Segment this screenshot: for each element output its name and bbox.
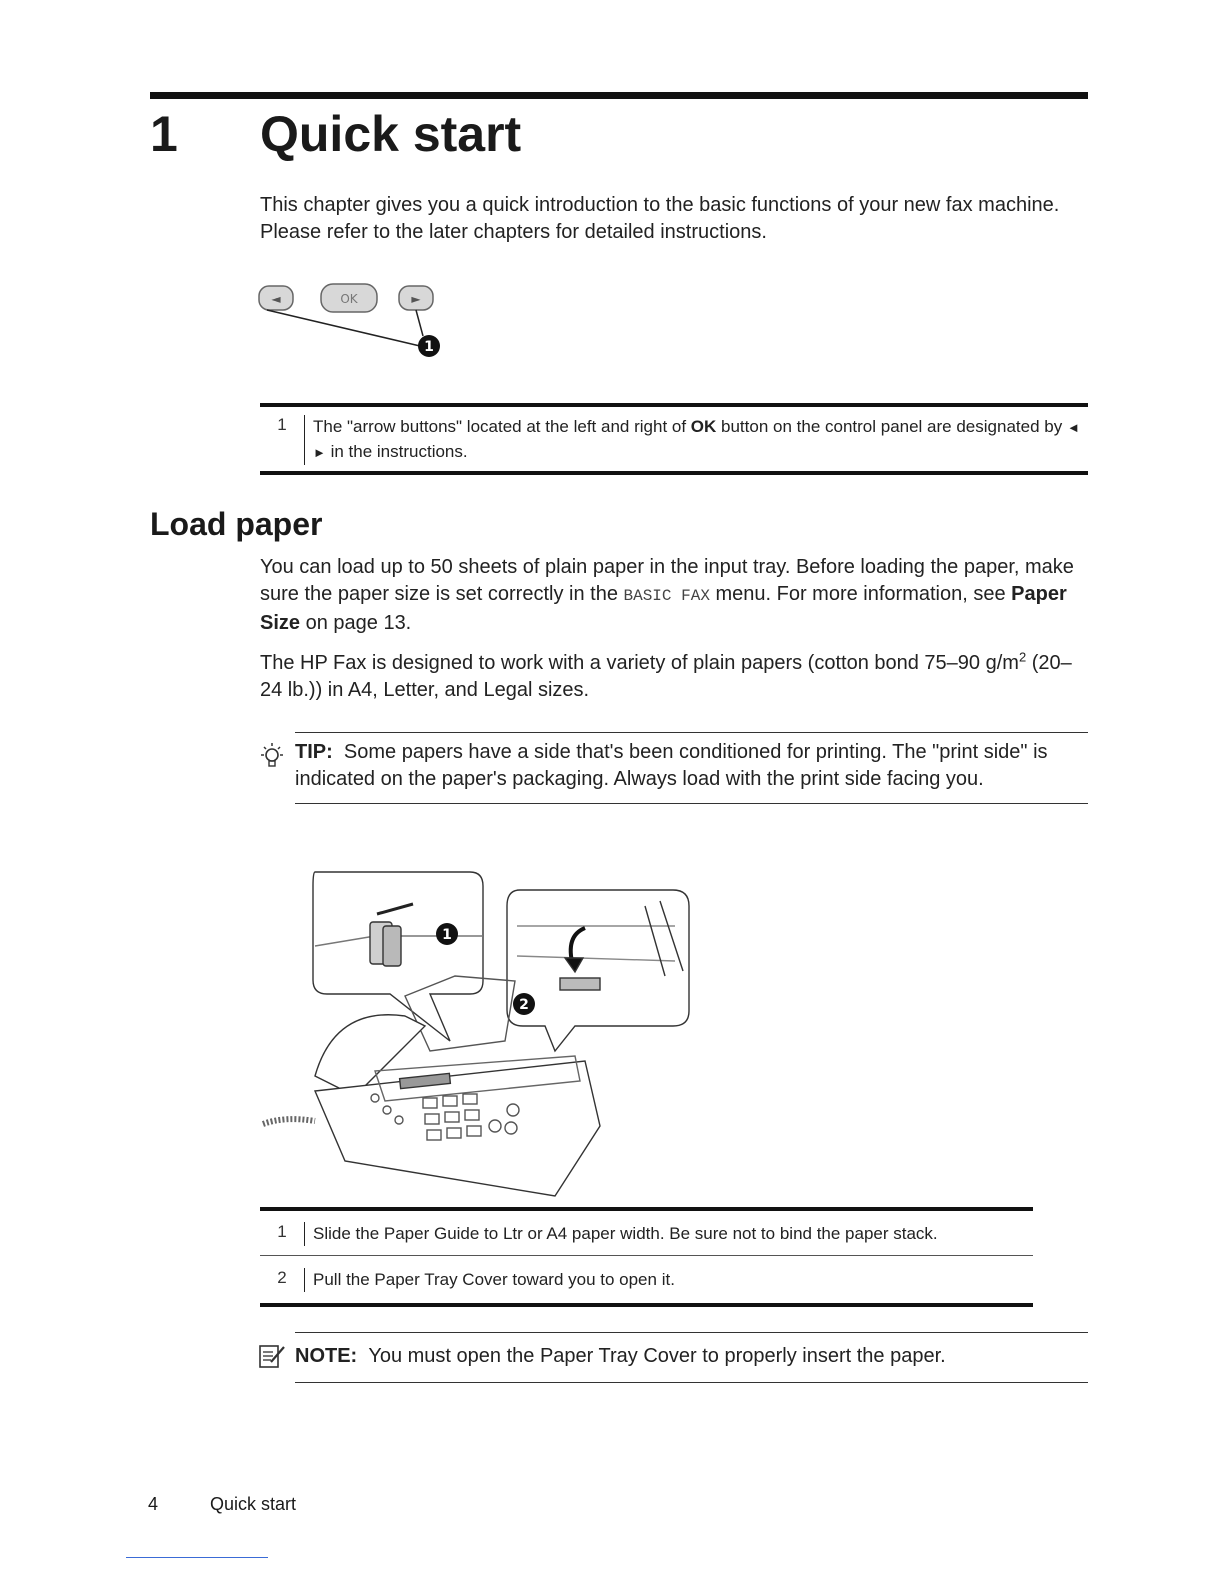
p1-text-2: menu. For more information, see — [709, 583, 1012, 605]
note-icon — [257, 1342, 287, 1370]
table-row-description: Slide the Paper Guide to Ltr or A4 paper width. Be sure not to bind the paper stack. — [304, 1222, 1033, 1246]
section-title: Load paper — [150, 506, 323, 542]
load-paper-paragraph-2 — [260, 650, 1090, 704]
ok-button-label: OK — [340, 292, 358, 306]
chapter-number: 1 — [150, 106, 178, 162]
callout-leader-right — [416, 310, 423, 336]
table-row-description — [304, 415, 1088, 465]
figure2-callout-2-label: 2 — [519, 997, 529, 1013]
left-arrow-button — [259, 286, 293, 310]
table-row-number: 1 — [277, 415, 287, 434]
p1-text-1: You can load up to 50 sheets of plain paper in the input tray. Before loading the paper, make sure the paper size is set correctly in the — [260, 556, 1074, 605]
arrow-buttons-table — [260, 403, 1088, 475]
chapter-title: Quick start — [260, 106, 522, 162]
ok-button — [321, 284, 377, 312]
callout-marker-1-label: 1 — [424, 339, 434, 355]
footer-divider — [126, 1557, 268, 1558]
table-row — [260, 1211, 1033, 1256]
chapter-intro: This chapter gives you a quick introduction to the basic functions of your new fax machine. Please refer to the later chapters for detailed instructions. — [260, 194, 1060, 243]
p2-text-1: The HP Fax is designed to work with a variety of plain papers (cotton bond 75–90 g/m — [260, 652, 1019, 674]
table-row-number: 2 — [277, 1268, 287, 1287]
right-arrow-button — [399, 286, 433, 310]
chapter-top-rule — [150, 92, 1088, 99]
note-text: You must open the Paper Tray Cover to properly insert the paper. — [368, 1345, 946, 1367]
paper-size-link-text: Paper Size — [260, 583, 1067, 634]
right-arrow-label: ► — [411, 292, 421, 306]
tip-callout — [295, 732, 1088, 804]
table-row-description: Pull the Paper Tray Cover toward you to open it. — [304, 1268, 1033, 1292]
basic-fax-menu-name: BASIC FAX — [623, 587, 710, 605]
arrow-glyphs: ◄ ► — [313, 420, 1080, 460]
note-label: NOTE: — [295, 1345, 358, 1367]
load-paper-paragraph-1 — [260, 554, 1090, 637]
desc-text-before: The "arrow buttons" located at the left and right of — [313, 417, 691, 436]
callout-leader-left — [267, 310, 420, 346]
footer-title: Quick start — [210, 1494, 297, 1514]
desc-text-after: in the instructions. — [325, 442, 468, 461]
desc-text-mid: button on the control panel are designated by — [716, 417, 1067, 436]
footer-page-number: 4 — [148, 1494, 159, 1514]
note-content — [295, 1343, 1088, 1370]
p1-text-3: on page 13. — [300, 612, 412, 634]
table-row — [260, 1256, 1033, 1303]
control-panel-buttons-figure — [255, 280, 455, 360]
note-callout — [295, 1332, 1088, 1383]
inset-tray-cover — [507, 890, 689, 1051]
desc-ok-bold: OK — [690, 417, 717, 436]
left-arrow-label: ◄ — [271, 292, 281, 306]
load-paper-steps-table — [260, 1207, 1033, 1307]
p2-text-2: (20–24 lb.)) in A4, Letter, and Legal sizes. — [260, 652, 1072, 701]
tip-label: TIP: — [295, 741, 333, 763]
tip-content — [295, 739, 1088, 793]
p2-superscript: 2 — [1018, 649, 1027, 665]
figure2-callout-1-label: 1 — [442, 927, 452, 943]
table-row-number: 1 — [277, 1222, 287, 1241]
table-row — [260, 407, 1088, 471]
lightbulb-icon — [258, 742, 286, 774]
fax-machine-illustration — [255, 866, 700, 1206]
tip-text: Some papers have a side that's been conditioned for printing. The "print side" is indicated on the paper's packaging. Always load with the print side facing you. — [295, 741, 1048, 790]
